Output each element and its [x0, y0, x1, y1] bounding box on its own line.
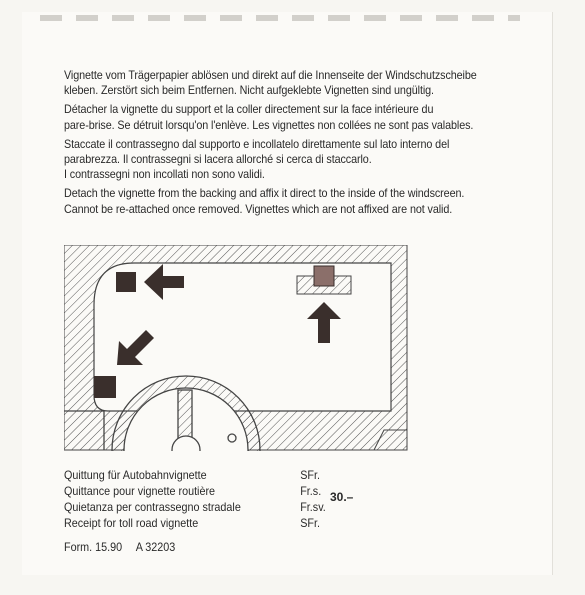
- receipt-section: [64, 468, 334, 532]
- receipt-row: [64, 500, 334, 516]
- instructions-english: Detach the vignette from the backing and affix it direct to the inside of the windscreen. Cannot be re-attached once removed. Vignettes which are not affixed are not valid.: [64, 187, 465, 216]
- receipt-currency: SFr.: [300, 517, 320, 530]
- instructions-french: Détacher la vignette du support et la coller directement sur la face intérieure du pare-brise. Se détruit lorsqu'on l'enlève. Les vignettes non collées ne sont pas valables.: [64, 103, 474, 132]
- receipt-row: [64, 468, 334, 484]
- windscreen-diagram: [64, 245, 409, 451]
- perforation-edge: [40, 15, 520, 21]
- receipt-label: Quittung für Autobahnvignette: [64, 469, 207, 482]
- receipt-label: Quittance pour vignette routière: [64, 485, 216, 498]
- receipt-currency: Fr.s.: [300, 485, 322, 498]
- price-value: 30.–: [330, 490, 354, 504]
- vignette-square-icon: [116, 272, 136, 292]
- form-number-label: Form. 15.90: [64, 541, 123, 554]
- instructions-german: Vignette vom Trägerpapier ablösen und direkt auf die Innenseite der Windschutzscheibe kleben. Zerstört sich beim Entfernen. Nicht aufgeklebte Vignetten sind ungültig.: [64, 69, 477, 98]
- form-number: [64, 541, 186, 554]
- form-code: A 32203: [135, 541, 176, 554]
- receipt-row: [64, 516, 334, 532]
- receipt-label: Quietanza per contrassegno stradale: [64, 501, 241, 514]
- instructions-text: [64, 68, 509, 221]
- instructions-italian: Staccate il contrassegno dal supporto e incollatelo direttamente sul lato interno del parabrezza. Il contrassegni si lacera allorché si cerca di staccarlo. I contrassegni non incollati non sono validi.: [64, 137, 450, 182]
- receipt-currency: SFr.: [300, 469, 320, 482]
- vignette-square-icon: [94, 376, 116, 398]
- receipt-currency: Fr.sv.: [300, 501, 326, 514]
- receipt-row: [64, 484, 334, 500]
- receipt-label: Receipt for toll road vignette: [64, 517, 199, 530]
